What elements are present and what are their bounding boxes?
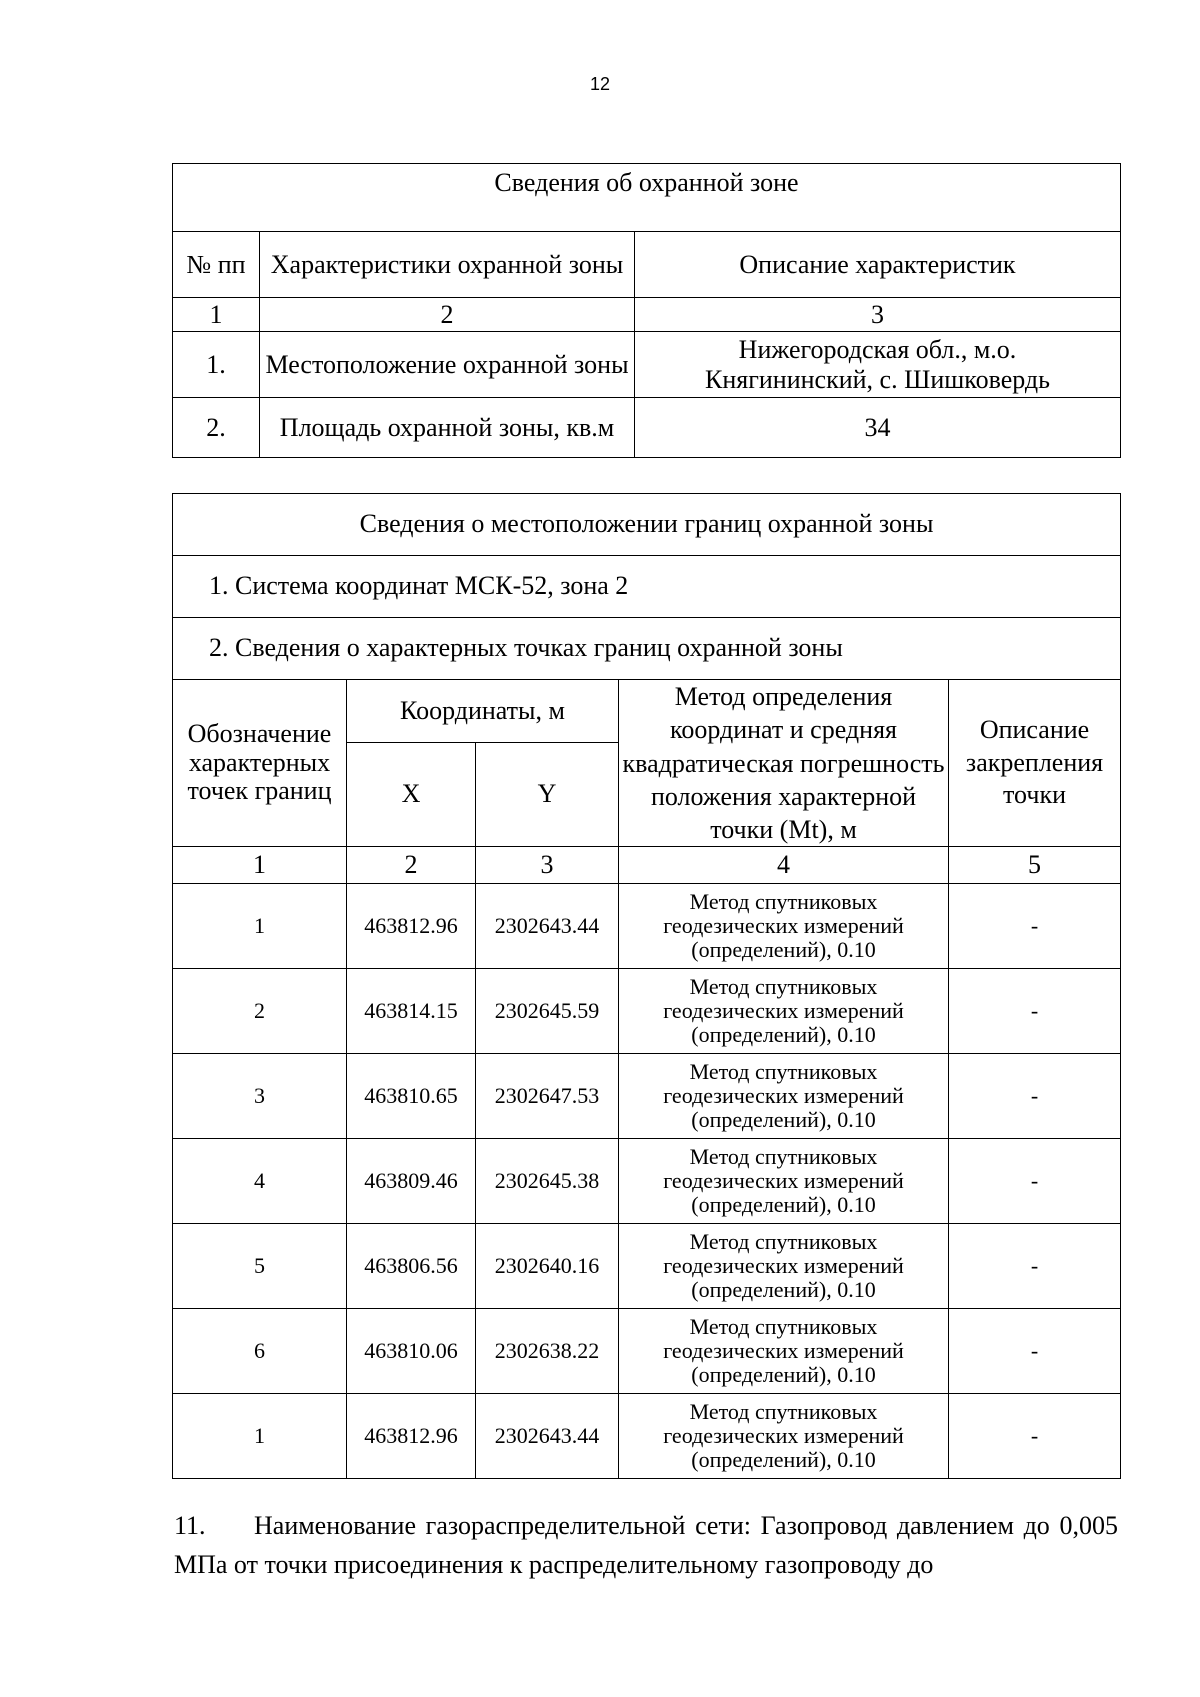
row-description: 34	[635, 398, 1121, 458]
coord-system: 1. Система координат МСК-52, зона 2	[173, 556, 1121, 618]
point-method: Метод спутниковых геодезических измерений (определений), 0.10	[619, 884, 949, 969]
header-designation: Обозначение характерных точек границ	[173, 680, 347, 847]
page-number: 12	[589, 74, 611, 94]
point-y: 2302643.44	[476, 884, 619, 969]
paragraph-text: Наименование газораспределительной сети: Газопровод давлением до 0,005 МПа от точки присоединения к распределительному газопроводу до	[174, 1511, 1118, 1579]
zone-info-title: Сведения об охранной зоне	[173, 164, 1121, 232]
paragraph-number: 11.	[174, 1511, 206, 1540]
header-fixing: Описание закрепления точки	[949, 680, 1121, 847]
point-id: 1	[173, 884, 347, 969]
boundaries-title: Сведения о местоположении границ охранной зоны	[173, 494, 1121, 556]
row-characteristic: Площадь охранной зоны, кв.м	[260, 398, 635, 458]
col-number: 3	[476, 847, 619, 884]
table-row	[173, 1139, 1121, 1224]
row-characteristic: Местоположение охранной зоны	[260, 332, 635, 398]
point-fixing: -	[949, 1394, 1121, 1479]
col-number: 1	[173, 847, 347, 884]
col-number: 4	[619, 847, 949, 884]
zone-info-table	[172, 163, 1121, 458]
row-num: 2.	[173, 398, 260, 458]
point-x: 463812.96	[347, 884, 476, 969]
point-fixing: -	[949, 1054, 1121, 1139]
point-x: 463810.65	[347, 1054, 476, 1139]
point-x: 463806.56	[347, 1224, 476, 1309]
points-title: 2. Сведения о характерных точках границ охранной зоны	[173, 618, 1121, 680]
row-description: Нижегородская обл., м.о. Княгининский, с. Шишковердь	[635, 332, 1121, 398]
header-method: Метод определения координат и средняя квадратическая погрешность положения характерной точки (Mt), м	[619, 680, 949, 847]
header-characteristic: Характеристики охранной зоны	[260, 232, 635, 298]
point-id: 3	[173, 1054, 347, 1139]
point-fixing: -	[949, 1139, 1121, 1224]
point-method: Метод спутниковых геодезических измерений (определений), 0.10	[619, 1224, 949, 1309]
point-method: Метод спутниковых геодезических измерений (определений), 0.10	[619, 1309, 949, 1394]
point-id: 6	[173, 1309, 347, 1394]
point-method: Метод спутниковых геодезических измерений (определений), 0.10	[619, 1054, 949, 1139]
point-y: 2302643.44	[476, 1394, 619, 1479]
point-method: Метод спутниковых геодезических измерений (определений), 0.10	[619, 1394, 949, 1479]
point-y: 2302645.59	[476, 969, 619, 1054]
boundaries-table	[172, 493, 1121, 1479]
table-row	[173, 1394, 1121, 1479]
header-coords: Координаты, м	[347, 680, 619, 743]
point-fixing: -	[949, 1309, 1121, 1394]
point-id: 4	[173, 1139, 347, 1224]
table-row	[173, 1224, 1121, 1309]
table-row	[173, 1054, 1121, 1139]
header-num: № пп	[173, 232, 260, 298]
point-method: Метод спутниковых геодезических измерений (определений), 0.10	[619, 1139, 949, 1224]
row-num: 1.	[173, 332, 260, 398]
col-number: 2	[260, 298, 635, 332]
point-x: 463812.96	[347, 1394, 476, 1479]
point-x: 463809.46	[347, 1139, 476, 1224]
point-y: 2302647.53	[476, 1054, 619, 1139]
col-number: 5	[949, 847, 1121, 884]
table-row	[173, 398, 1121, 458]
point-method: Метод спутниковых геодезических измерений (определений), 0.10	[619, 969, 949, 1054]
point-id: 1	[173, 1394, 347, 1479]
paragraph-11	[174, 1506, 1118, 1584]
col-number: 1	[173, 298, 260, 332]
col-number: 2	[347, 847, 476, 884]
header-y: Y	[476, 743, 619, 847]
point-fixing: -	[949, 1224, 1121, 1309]
point-id: 5	[173, 1224, 347, 1309]
point-fixing: -	[949, 969, 1121, 1054]
point-y: 2302640.16	[476, 1224, 619, 1309]
header-description: Описание характеристик	[635, 232, 1121, 298]
point-fixing: -	[949, 884, 1121, 969]
point-x: 463814.15	[347, 969, 476, 1054]
point-y: 2302638.22	[476, 1309, 619, 1394]
point-id: 2	[173, 969, 347, 1054]
point-y: 2302645.38	[476, 1139, 619, 1224]
table-row	[173, 1309, 1121, 1394]
table-row	[173, 332, 1121, 398]
point-x: 463810.06	[347, 1309, 476, 1394]
table-row	[173, 884, 1121, 969]
col-number: 3	[635, 298, 1121, 332]
header-x: X	[347, 743, 476, 847]
table-row	[173, 969, 1121, 1054]
